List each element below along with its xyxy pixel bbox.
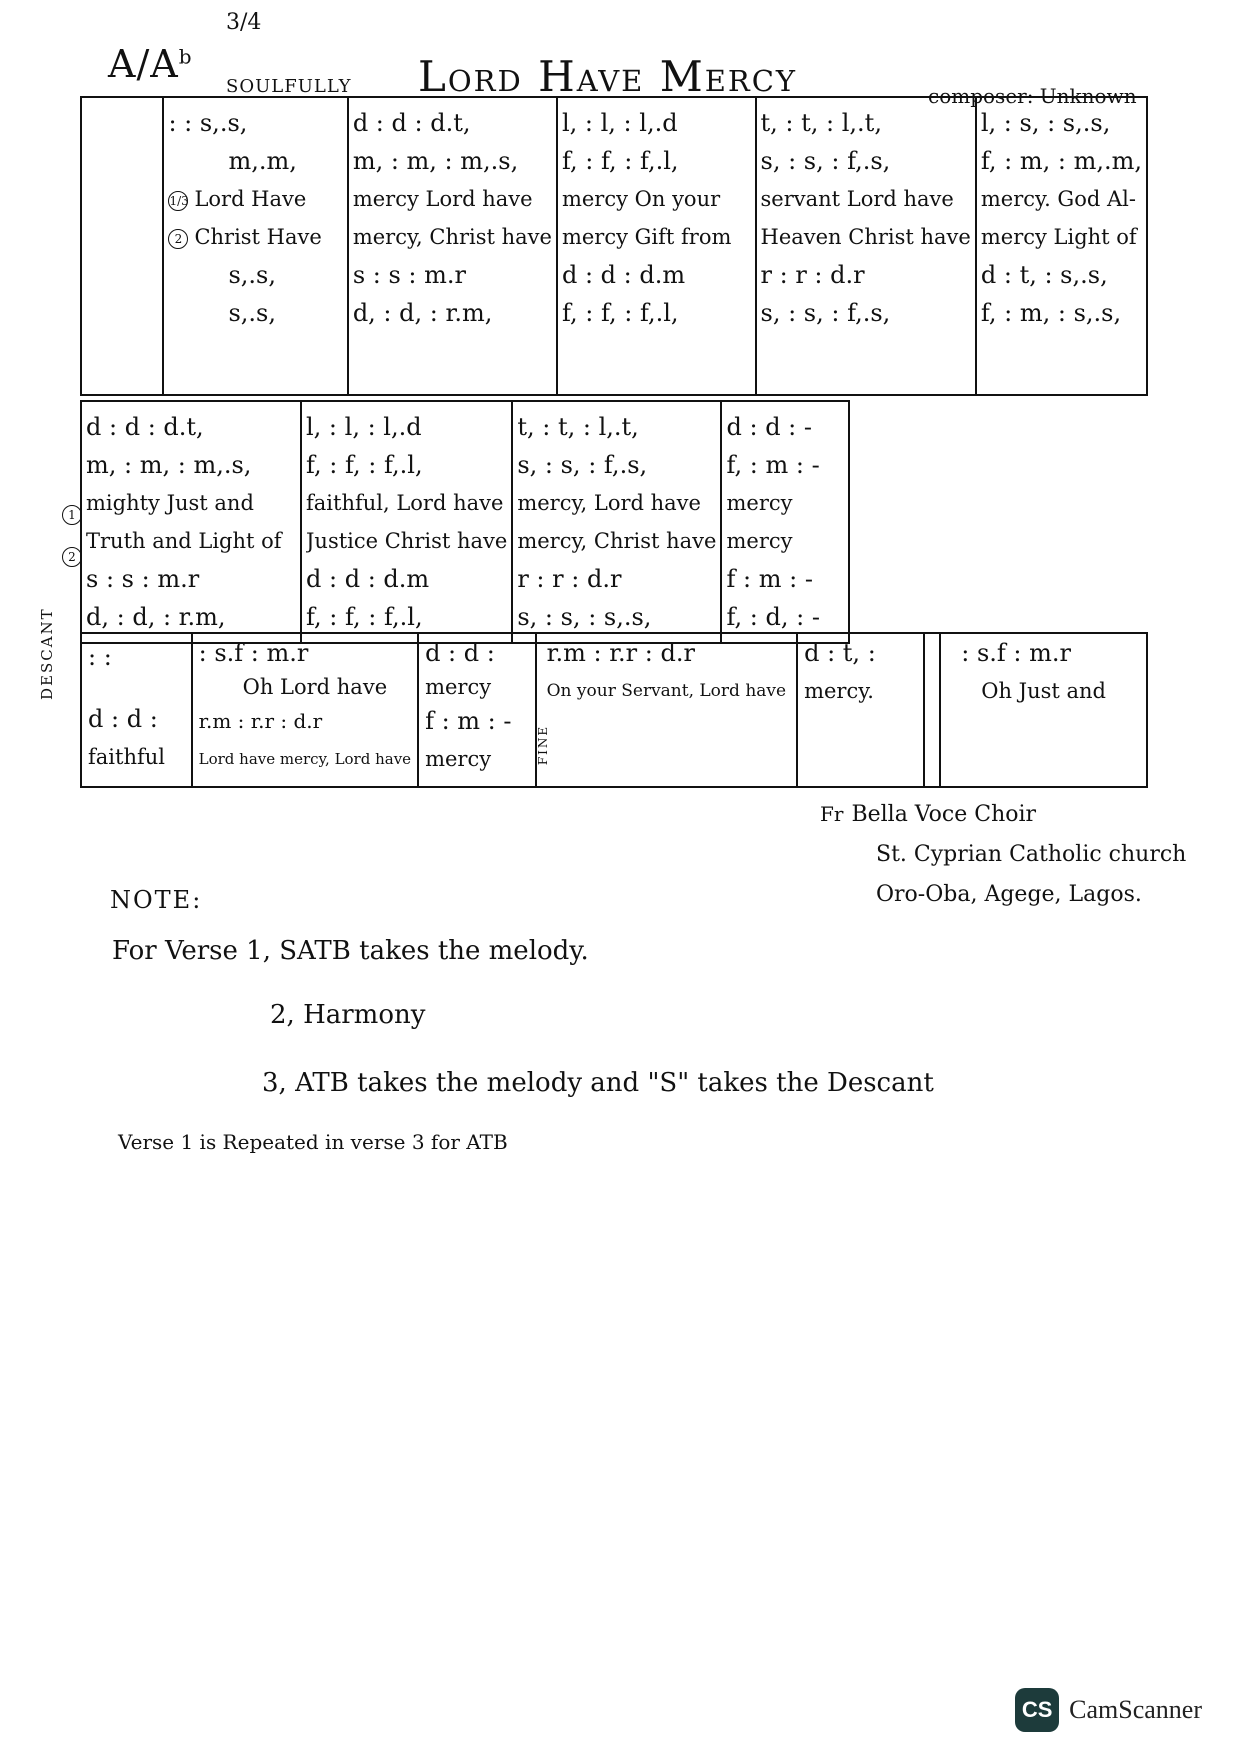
verse-1-lyric: mighty Just and [86, 491, 254, 515]
soprano-notes: d : d : d.t, [352, 109, 471, 137]
alto-notes: m, : m, : m,.s, [352, 147, 519, 175]
verse-1-lyric: mercy Lord have [352, 187, 533, 211]
descant-notes: : : [88, 643, 112, 671]
descant-lyric: On your Servant, Lord have [546, 681, 787, 701]
descant-notes: r.m : r.r : d.r [546, 639, 695, 667]
descant-block-1 [81, 633, 192, 787]
verse-2-lyric: mercy [726, 529, 793, 553]
descant-system [80, 632, 1148, 788]
descant-block-2 [192, 633, 418, 787]
verse-2-lyric: mercy, Christ have [352, 225, 552, 249]
verse-2-marker: 2 [168, 229, 188, 249]
verse-2-lyric: mercy Gift from [561, 225, 732, 249]
alto-notes: s, : s, : f,.s, [760, 147, 891, 175]
tenor-notes: r : r : d.r [760, 261, 865, 289]
system-2-bar-1 [81, 401, 301, 643]
verse-2-marker: 2 [62, 547, 82, 567]
page-title: Lord Have Mercy [418, 52, 798, 101]
tenor-notes: d : t, : s,.s, [980, 261, 1108, 289]
key-signature: $A/A^b$ [108, 42, 193, 86]
descant-block-7 [940, 633, 1147, 787]
tenor-notes: d : d : d.m [306, 565, 430, 593]
tenor-notes: r : r : d.r [517, 565, 622, 593]
note-heading: NOTE: [110, 886, 203, 914]
bass-notes: s, : s, : s,.s, [517, 603, 652, 631]
verse-2-lyric: Heaven Christ have [760, 225, 971, 249]
soprano-notes: : : s,.s, [168, 109, 248, 137]
tenor-notes: d : d : d.m [561, 261, 686, 289]
camscanner-logo-icon: CS [1015, 1688, 1059, 1732]
alto-notes: f, : m : - [726, 451, 820, 479]
time-signature: 3/4 [226, 10, 262, 35]
verse-2-lyric: mercy Light of [980, 225, 1137, 249]
system-1-margin-cell [81, 97, 163, 395]
note-verse-3: 3, ATB takes the melody and "S" takes the Descant [262, 1068, 934, 1098]
descant-notes: f : m : - [425, 707, 512, 735]
descant-notes: d : d : [425, 639, 495, 667]
soprano-notes: l, : l, : l,.d [561, 109, 678, 137]
tempo-marking: SOULFULLY [226, 76, 352, 97]
system-1-bar-3 [557, 97, 756, 395]
repeat-note: Verse 1 is Repeated in verse 3 for ATB [118, 1130, 508, 1154]
descant-block-5 [797, 633, 924, 787]
bass-notes: f, : m, : s,.s, [980, 299, 1122, 327]
bass-notes: s, : s, : f,.s, [760, 299, 891, 327]
descant-lyric: Oh Lord have [242, 675, 388, 699]
church-location: Oro-Oba, Agege, Lagos. [876, 882, 1142, 907]
bass-notes: d, : d, : r.m, [352, 299, 493, 327]
system-2-bar-4 [721, 401, 849, 643]
verse-1-lyric: mercy. God Al- [980, 187, 1136, 211]
descant-block-3 [418, 633, 536, 787]
descant-notes: d : t, : [804, 639, 876, 667]
descant-notes: : s.f : m.r [961, 639, 1071, 667]
church-name: St. Cyprian Catholic church [876, 842, 1187, 867]
alto-notes: m,.m, [228, 147, 297, 175]
system-2-bar-3 [512, 401, 721, 643]
note-verse-2: 2, Harmony [270, 1000, 426, 1030]
descant-lyric: Oh Just and [981, 679, 1106, 703]
choir-name: Bella Voce Choir [851, 802, 1037, 827]
alto-notes: f, : f, : f,.l, [306, 451, 423, 479]
soprano-notes: t, : t, : l,.t, [760, 109, 882, 137]
bass-notes: f, : f, : f,.l, [306, 603, 423, 631]
alto-notes: s, : s, : f,.s, [517, 451, 648, 479]
system-1-bar-5 [976, 97, 1147, 395]
verse-1-lyric: mercy [726, 491, 793, 515]
alto-notes: f, : m, : m,.m, [980, 147, 1142, 175]
descant-block-4 [536, 633, 797, 787]
verse-1-3-marker: 1/3 [168, 191, 188, 211]
system-1-bar-4 [756, 97, 976, 395]
descant-lyric: mercy [425, 747, 492, 771]
composer-credit: composer: Unknown [928, 84, 1137, 108]
soprano-notes: l, : l, : l,.d [306, 413, 422, 441]
verse-2-lyric: Truth and Light of [86, 529, 282, 553]
verse-1-lyric: Lord Have [194, 187, 307, 211]
alto-notes: m, : m, : m,.s, [86, 451, 252, 479]
descant-notes: r.m : r.r : d.r [198, 709, 323, 733]
descant-lyric: mercy. [804, 679, 874, 703]
verse-2-lyric: mercy, Christ have [517, 529, 717, 553]
bass-notes: s,.s, [228, 299, 276, 327]
tenor-notes: s : s : m.r [352, 261, 466, 289]
verse-2-lyric: Christ Have [194, 225, 322, 249]
descant-notes: d : d : [88, 705, 158, 733]
score-system-2 [80, 400, 850, 644]
soprano-notes: l, : s, : s,.s, [980, 109, 1111, 137]
camscanner-watermark [1015, 1688, 1202, 1732]
credit-prefix: Fr [820, 802, 844, 826]
score-system-1 [80, 96, 1148, 396]
verse-1-lyric: servant Lord have [760, 187, 954, 211]
descant-block-6 [924, 633, 941, 787]
verse-1-lyric: mercy On your [561, 187, 721, 211]
system-1-bar-1 [163, 97, 347, 395]
soprano-notes: d : d : d.t, [86, 413, 204, 441]
bass-notes: f, : f, : f,.l, [561, 299, 679, 327]
soprano-notes: d : d : - [726, 413, 813, 441]
bass-notes: d, : d, : r.m, [86, 603, 226, 631]
system-1-bar-2 [348, 97, 557, 395]
note-verse-1: For Verse 1, SATB takes the melody. [112, 936, 589, 966]
descant-lyric: mercy [425, 675, 492, 699]
system-2-bar-2 [301, 401, 512, 643]
verse-1-lyric: faithful, Lord have [306, 491, 504, 515]
alto-notes: f, : f, : f,.l, [561, 147, 679, 175]
verse-1-lyric: mercy, Lord have [517, 491, 701, 515]
tenor-notes: s : s : m.r [86, 565, 200, 593]
descant-lyric: faithful [88, 745, 165, 769]
choir-credit [820, 794, 1186, 915]
tenor-notes: f : m : - [726, 565, 813, 593]
bass-notes: f, : d, : - [726, 603, 820, 631]
camscanner-text: CamScanner [1069, 1695, 1202, 1724]
tenor-notes: s,.s, [228, 261, 276, 289]
soprano-notes: t, : t, : l,.t, [517, 413, 639, 441]
verse-2-lyric: Justice Christ have [306, 529, 508, 553]
verse-1-marker: 1 [62, 505, 82, 525]
descant-label: DESCANT [38, 607, 56, 700]
descant-notes: : s.f : m.r [198, 639, 309, 667]
fine-marking: FINE [535, 724, 550, 766]
descant-lyric: Lord have mercy, Lord have [198, 750, 412, 768]
